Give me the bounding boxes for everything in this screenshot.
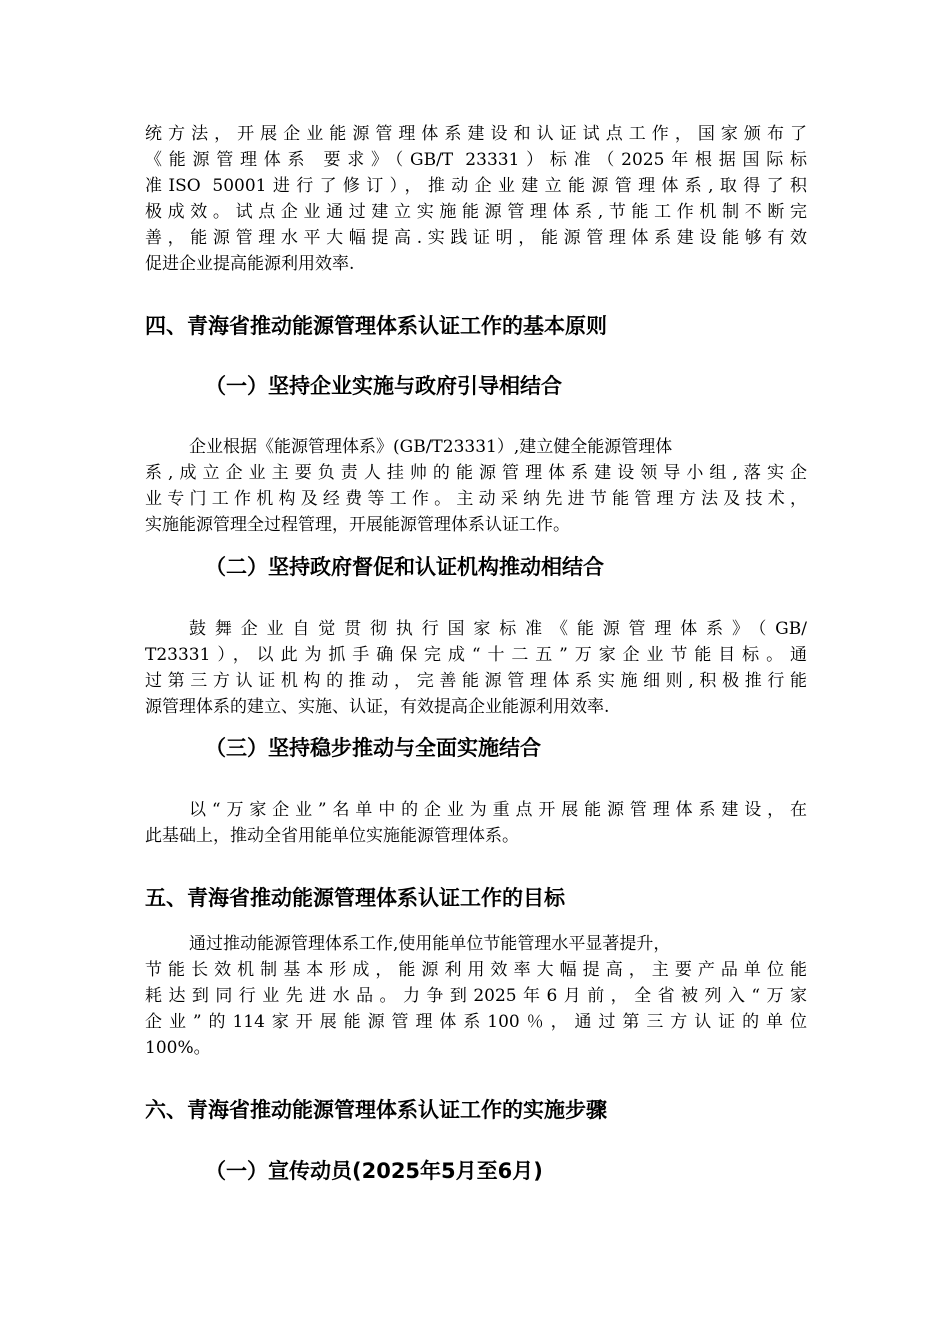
section-heading-4: 四、青海省推动能源管理体系认证工作的基本原则	[145, 314, 607, 338]
text-line: 准ISO 50001进行了修订），推动企业建立能源管理体系,取得了积	[145, 176, 807, 196]
paragraph-4-1	[145, 434, 807, 538]
text-line: 企业”的114家开展能源管理体系100％，通过第三方认证的单位	[145, 1012, 807, 1032]
text-line: 耗达到同行业先进水品。力争到2025年6月前，全省被列入“万家	[145, 986, 807, 1006]
subsection-heading-4-3: （三）坚持稳步推动与全面实施结合	[205, 736, 541, 760]
text-line: T23331），以此为抓手确保完成“十二五”万家企业节能目标。通	[145, 645, 807, 665]
text-line: 业专门工作机构及经费等工作。主动采纳先进节能管理方法及技术，	[145, 489, 807, 509]
text-line: 鼓舞企业自觉贯彻执行国家标准《能源管理体系》（GB/	[189, 619, 807, 639]
text-line: 此基础上，推动全省用能单位实施能源管理体系。	[145, 826, 519, 846]
paragraph-4-2	[145, 616, 807, 720]
subsection-heading-4-2: （二）坚持政府督促和认证机构推动相结合	[205, 555, 604, 579]
text-line: 极成效。试点企业通过建立实施能源管理体系,节能工作机制不断完	[145, 202, 807, 222]
paragraph-5	[145, 931, 807, 1061]
paragraph-4-3	[145, 797, 807, 849]
text-line: 通过推动能源管理体系工作,使用能单位节能管理水平显著提升，	[189, 934, 671, 954]
text-line: 节能长效机制基本形成，能源利用效率大幅提高，主要产品单位能	[145, 960, 807, 980]
text-line: 善，能源管理水平大幅提高.实践证明，能源管理体系建设能够有效	[145, 228, 807, 248]
subsection-heading-4-1: （一）坚持企业实施与政府引导相结合	[205, 374, 562, 398]
section-heading-6: 六、青海省推动能源管理体系认证工作的实施步骤	[145, 1098, 607, 1122]
text-line: 企业根据《能源管理体系》(GB/T23331）,建立健全能源管理体	[189, 437, 673, 457]
text-line: 过第三方认证机构的推动，完善能源管理体系实施细则,积极推行能	[145, 671, 807, 691]
text-line: 统方法，开展企业能源管理体系建设和认证试点工作，国家颁布了	[145, 124, 807, 144]
paragraph-intro	[145, 121, 807, 277]
text-line: 100%。	[145, 1038, 211, 1058]
text-line: 源管理体系的建立、实施、认证，有效提高企业能源利用效率.	[145, 697, 610, 717]
text-line: 以“万家企业”名单中的企业为重点开展能源管理体系建设，在	[189, 800, 807, 820]
section-heading-5: 五、青海省推动能源管理体系认证工作的目标	[145, 886, 565, 910]
subsection-heading-6-1: （一）宣传动员(2025年5月至6月)	[205, 1159, 543, 1183]
text-line: 促进企业提高能源利用效率.	[145, 254, 355, 274]
text-line: 《能源管理体系 要求》（GB/T 23331）标准（2025年根据国际标	[145, 150, 807, 170]
text-line: 系,成立企业主要负责人挂帅的能源管理体系建设领导小组,落实企	[145, 463, 807, 483]
text-line: 实施能源管理全过程管理，开展能源管理体系认证工作。	[145, 515, 570, 535]
